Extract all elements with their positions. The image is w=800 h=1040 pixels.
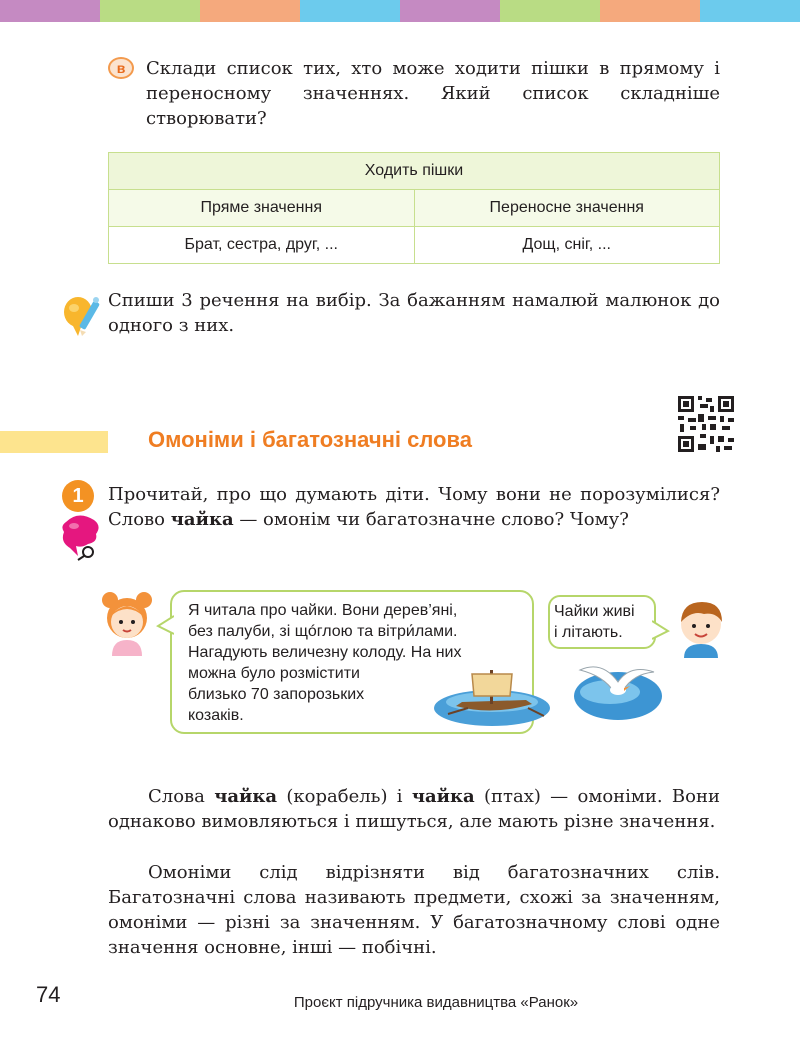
stripe-segment (300, 0, 400, 22)
task1-text-after: — омонім чи багатозначне слово? Чому? (233, 509, 629, 530)
task1-text (108, 482, 720, 532)
stripe-segment (500, 0, 600, 22)
boy-bubble-text: Чайки живі і літають. (554, 603, 635, 641)
footer-text: Проєкт підручника видавництва «Ранок» (293, 994, 579, 1011)
table-col-direct: Пряме значення (109, 190, 415, 227)
thinking-character-icon (58, 512, 106, 562)
stripe-segment (100, 0, 200, 22)
girl-bubble-text: Я читала про чайки. Вони дерев’яні, без палуби, зі щóглою та вітри́лами. Нагадують величезну колоду. На них можна було розмістити близько 70 запорозьких козаків. (188, 602, 462, 724)
p1-text-1: Слова (148, 786, 215, 807)
top-color-stripe (0, 0, 800, 22)
bubble-tail (652, 619, 670, 641)
qr-code-icon[interactable] (676, 394, 736, 454)
p1-bold-1: чайка (214, 786, 278, 807)
section-title: Омоніми і багатозначні слова (148, 427, 472, 452)
p1-text-3: (птах) — омоніми. Вони однаково вимовляються і пишуться, але мають різне значення. (108, 786, 720, 832)
polysemy-paragraph: Омоніми слід відрізняти від багатозначних слів. Багатозначні слова називають предмети, схожі за значенням, омоніми — різні за значенням. У багатозначному слові одне значення основне, інші — побічні. (108, 862, 720, 958)
task-v-text: Склади список тих, хто може ходити пішки в прямому і переносному значеннях. Який список складніше створювати? (146, 58, 720, 129)
task-v (108, 56, 720, 131)
table-col-figurative: Переносне значення (414, 190, 720, 227)
section-marker-bar (0, 431, 108, 453)
homonyms-paragraph (108, 784, 720, 834)
stripe-segment (700, 0, 800, 22)
task-number-badge: 1 (62, 480, 94, 512)
stripe-segment (400, 0, 500, 22)
cossack-boat-illustration (428, 664, 550, 728)
table-cell-direct: Брат, сестра, друг, ... (109, 227, 415, 264)
table-cell-figurative: Дощ, сніг, ... (414, 227, 720, 264)
task-letter-badge: в (108, 57, 134, 79)
girl-illustration (98, 590, 156, 656)
walk-table (108, 152, 720, 264)
pencil-icon (58, 290, 106, 338)
bubble-tail (156, 614, 174, 636)
stripe-segment (200, 0, 300, 22)
task1-bold-word: чайка (170, 509, 234, 530)
p1-bold-2: чайка (411, 786, 475, 807)
stripe-segment (600, 0, 700, 22)
task1-text-before: Прочитай, про що думають діти. Чому вони не порозумілися? Слово (108, 484, 720, 530)
boy-illustration (670, 598, 732, 658)
boy-speech-bubble (548, 595, 656, 649)
p1-text-2: (корабель) і (277, 786, 412, 807)
stripe-segment (0, 0, 100, 22)
write-task-text: Спиши 3 речення на вибір. За бажанням намалюй малюнок до одного з них. (108, 290, 720, 336)
table-header: Ходить пішки (109, 153, 720, 190)
seagull-illustration (570, 652, 662, 722)
page-number: 74 (36, 982, 61, 1007)
